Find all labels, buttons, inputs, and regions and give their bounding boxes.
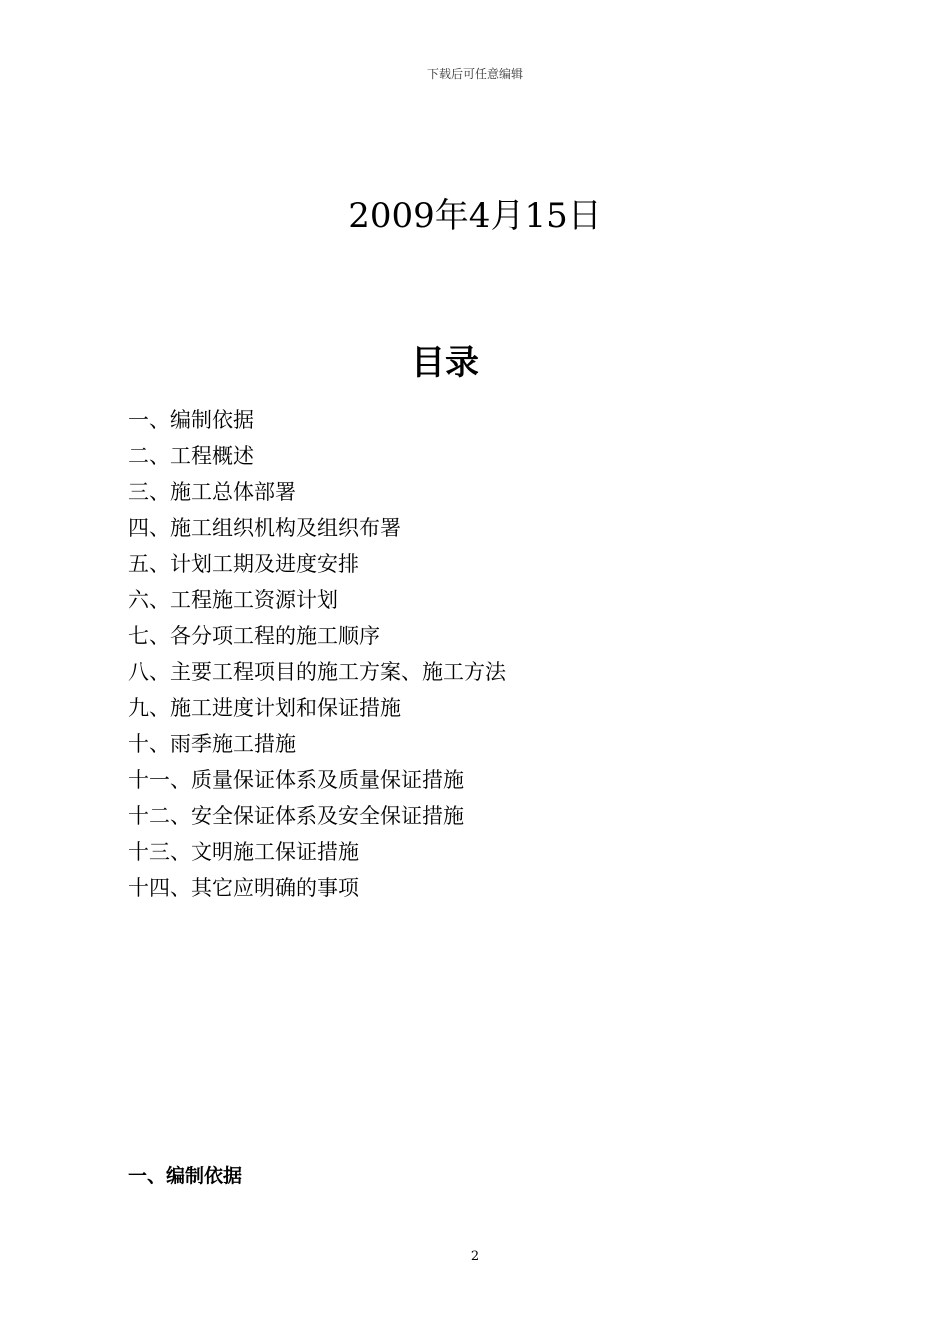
toc-item: 十一、质量保证体系及质量保证措施 [128, 768, 464, 792]
toc-list [128, 402, 506, 906]
toc-item: 十二、安全保证体系及安全保证措施 [128, 804, 464, 828]
toc-item: 五、计划工期及进度安排 [128, 552, 359, 576]
toc-item: 一、编制依据 [128, 408, 254, 432]
toc-title: 目录 [411, 343, 479, 383]
date-title: 2009年4月15日 [348, 196, 602, 236]
toc-item: 十、雨季施工措施 [128, 732, 296, 756]
toc-item: 十三、文明施工保证措施 [128, 840, 359, 864]
toc-item: 七、各分项工程的施工顺序 [128, 624, 380, 648]
toc-item: 二、工程概述 [128, 444, 254, 468]
toc-item: 八、主要工程项目的施工方案、施工方法 [128, 660, 506, 684]
toc-item: 四、施工组织机构及组织布署 [128, 516, 401, 540]
section-heading: 一、编制依据 [128, 1165, 243, 1187]
header-note: 下载后可任意编辑 [426, 67, 523, 81]
toc-item: 六、工程施工资源计划 [128, 588, 338, 612]
toc-item: 三、施工总体部署 [128, 480, 296, 504]
page-number: 2 [470, 1249, 480, 1264]
toc-item: 九、施工进度计划和保证措施 [128, 696, 401, 720]
toc-item: 十四、其它应明确的事项 [128, 876, 359, 900]
